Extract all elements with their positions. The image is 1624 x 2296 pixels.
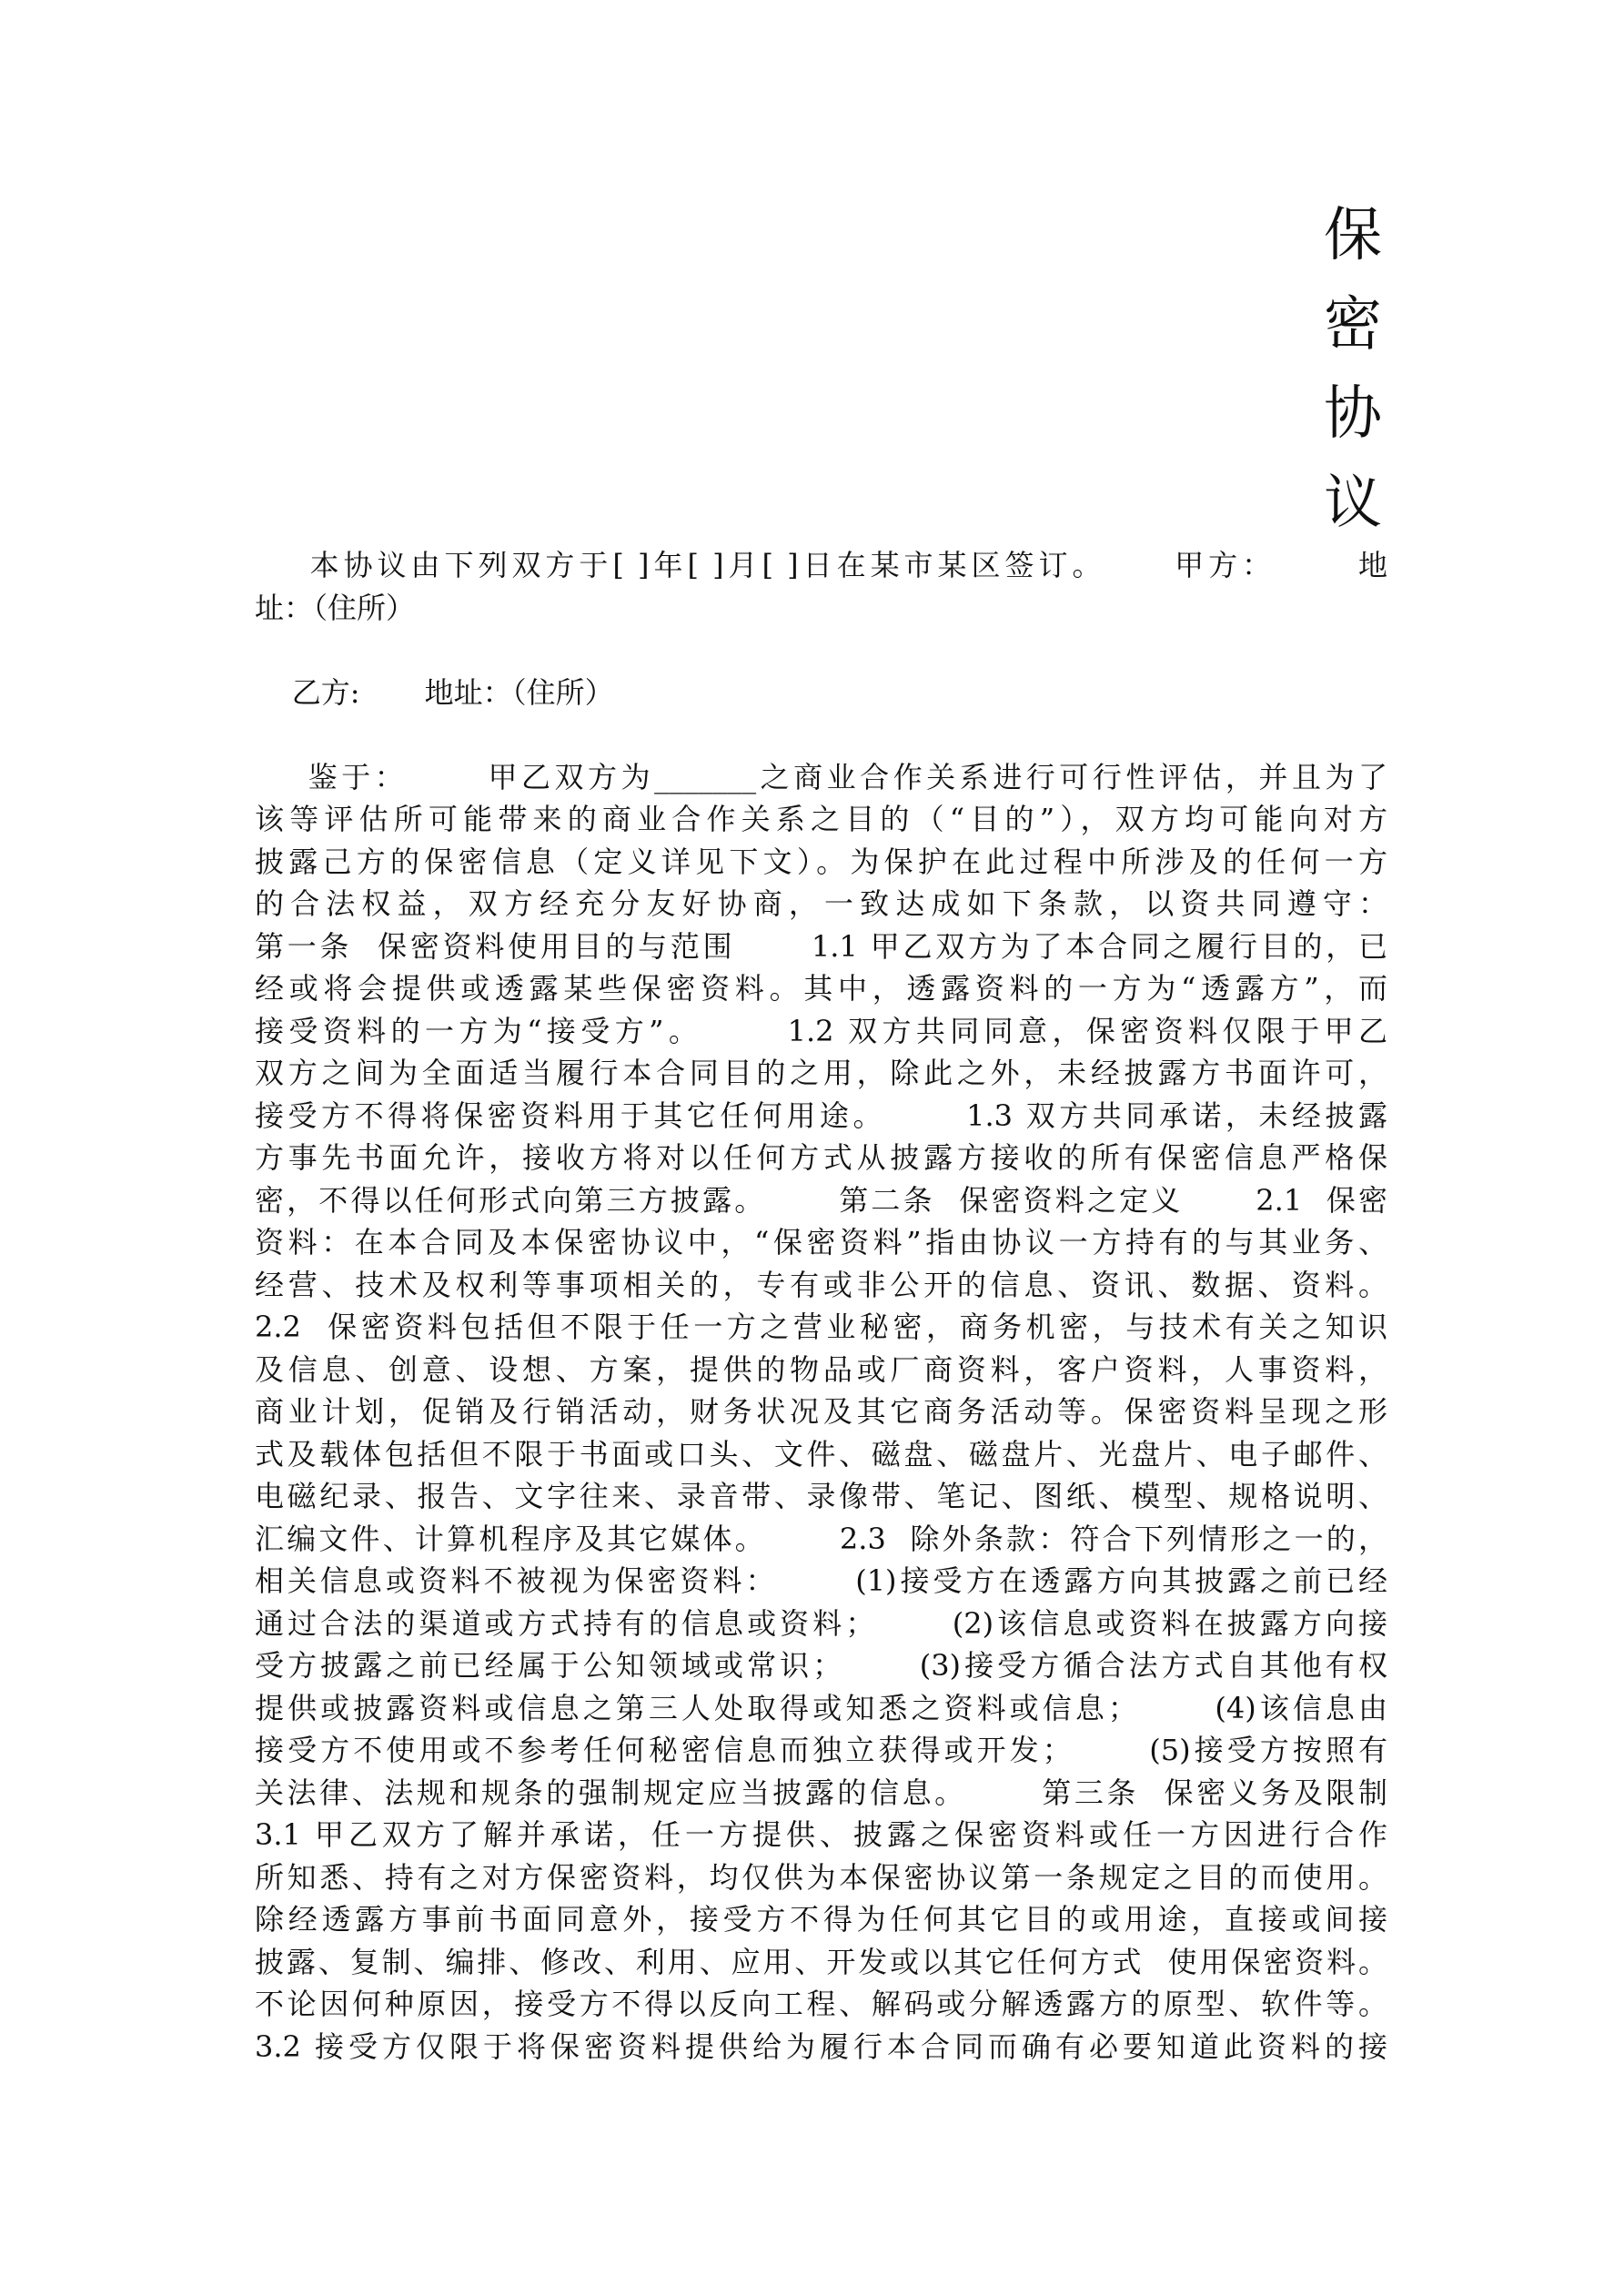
text-line: 所知悉、持有之对方保密资料，均仅供为本保密协议第一条规定之目的而使用。 [255,1859,1387,1895]
text-line: 该等评估所可能带来的商业合作关系之目的（“目的”），双方均可能向对方 [255,802,1387,836]
paragraph-gap [255,713,1387,756]
text-line: 受方披露之前已经属于公知领域或常识； (3)接受方循合法方式自其他有权 [255,1648,1387,1683]
text-line: 提供或披露资料或信息之第三人处取得或知悉之资料或信息； (4)该信息由 [255,1690,1387,1725]
main-clauses [255,756,1387,2068]
text-line: 不论因何种原因，接受方不得以反向工程、解码或分解透露方的原型、软件等。 [255,1987,1387,2021]
text-line: 乙方: 地址：（住所） [255,674,614,710]
text-line: 3.1 甲乙双方了解并承诺，任一方提供、披露之保密资料或任一方因进行合作 [255,1817,1387,1852]
title-char: 保 [1324,202,1382,269]
text-line: 经营、技术及权利等事项相关的，专有或非公开的信息、资讯、数据、资料。 [255,1267,1387,1302]
text-line: 双方之间为全面适当履行本合同目的之用，除此之外，未经披露方书面许可， [255,1056,1387,1090]
text-line: 除经透露方事前书面同意外，接受方不得为任何其它目的或用途，直接或间接 [255,1902,1387,1937]
text-line: 式及载体包括但不限于书面或口头、文件、磁盘、磁盘片、光盘片、电子邮件、 [255,1436,1387,1472]
text-line: 的合法权益，双方经充分友好协商，一致达成如下条款，以资共同遵守： [255,886,1387,921]
text-line: 3.2 接受方仅限于将保密资料提供给为履行本合同而确有必要知道此资料的接 [255,2028,1387,2064]
paragraph-gap [255,629,1387,672]
title-char: 协 [1324,380,1382,448]
text-line: 商业计划，促销及行销活动，财务状况及其它商务活动等。保密资料呈现之形 [255,1394,1387,1429]
title-char: 密 [1324,291,1382,359]
text-line: 关法律、法规和规条的强制规定应当披露的信息。 第三条 保密义务及限制 [255,1775,1387,1810]
party-b-paragraph [255,672,1387,714]
text-line: 经或将会提供或透露某些保密资料。其中，透露资料的一方为“透露方”，而 [255,971,1387,1006]
text-line: 密，不得以任何形式向第三方披露。 第二条 保密资料之定义 2.1 保密 [255,1182,1387,1218]
text-line: 接受方不得将保密资料用于其它任何用途。 1.3 双方共同承诺，未经披露 [255,1097,1387,1133]
text-line: 2.2 保密资料包括但不限于任一方之营业秘密，商务机密，与技术有关之知识 [255,1310,1387,1344]
text-line: 披露己方的保密信息（定义详见下文）。为保护在此过程中所涉及的任何一方 [255,844,1387,879]
text-line: 通过合法的渠道或方式持有的信息或资料； (2)该信息或资料在披露方向接 [255,1605,1387,1641]
text-line: 资料：在本合同及本保密协议中，“保密资料”指由协议一方持有的与其业务、 [255,1225,1387,1259]
intro-paragraph [255,544,1387,629]
text-line: 电磁纪录、报告、文字往来、录音带、录像带、笔记、图纸、模型、规格说明、 [255,1479,1387,1513]
text-line: 及信息、创意、设想、方案，提供的物品或厂商资料，客户资料，人事资料， [255,1351,1387,1387]
title-char: 议 [1324,470,1382,537]
text-line: 接受方不使用或不参考任何秘密信息而独立获得或开发； (5)接受方按照有 [255,1733,1387,1767]
text-line: 接受资料的一方为“接受方”。 1.2 双方共同同意，保密资料仅限于甲乙 [255,1013,1387,1048]
text-line: 鉴于： 甲乙双方为_______之商业合作关系进行可行性评估，并且为了 [255,759,1387,794]
text-line: 方事先书面允许，接收方将对以任何方式从披露方接收的所有保密信息严格保 [255,1140,1387,1175]
text-line: 披露、复制、编排、修改、利用、应用、开发或以其它任何方式 使用保密资料。 [255,1944,1387,1979]
agreement-body [255,544,1387,2068]
text-line: 汇编文件、计算机程序及其它媒体。 2.3 除外条款：符合下列情形之一的， [255,1521,1387,1556]
text-line: 址：（住所） [255,590,416,625]
text-line: 第一条 保密资料使用目的与范围 1.1 甲乙双方为了本合同之履行目的，已 [255,928,1387,964]
document-title [1316,191,1389,548]
text-line: 本协议由下列双方于[ ]年[ ]月[ ]日在某市某区签订。 甲方： 地 [255,548,1387,582]
text-line: 相关信息或资料不被视为保密资料： (1)接受方在透露方向其披露之前已经 [255,1563,1387,1598]
